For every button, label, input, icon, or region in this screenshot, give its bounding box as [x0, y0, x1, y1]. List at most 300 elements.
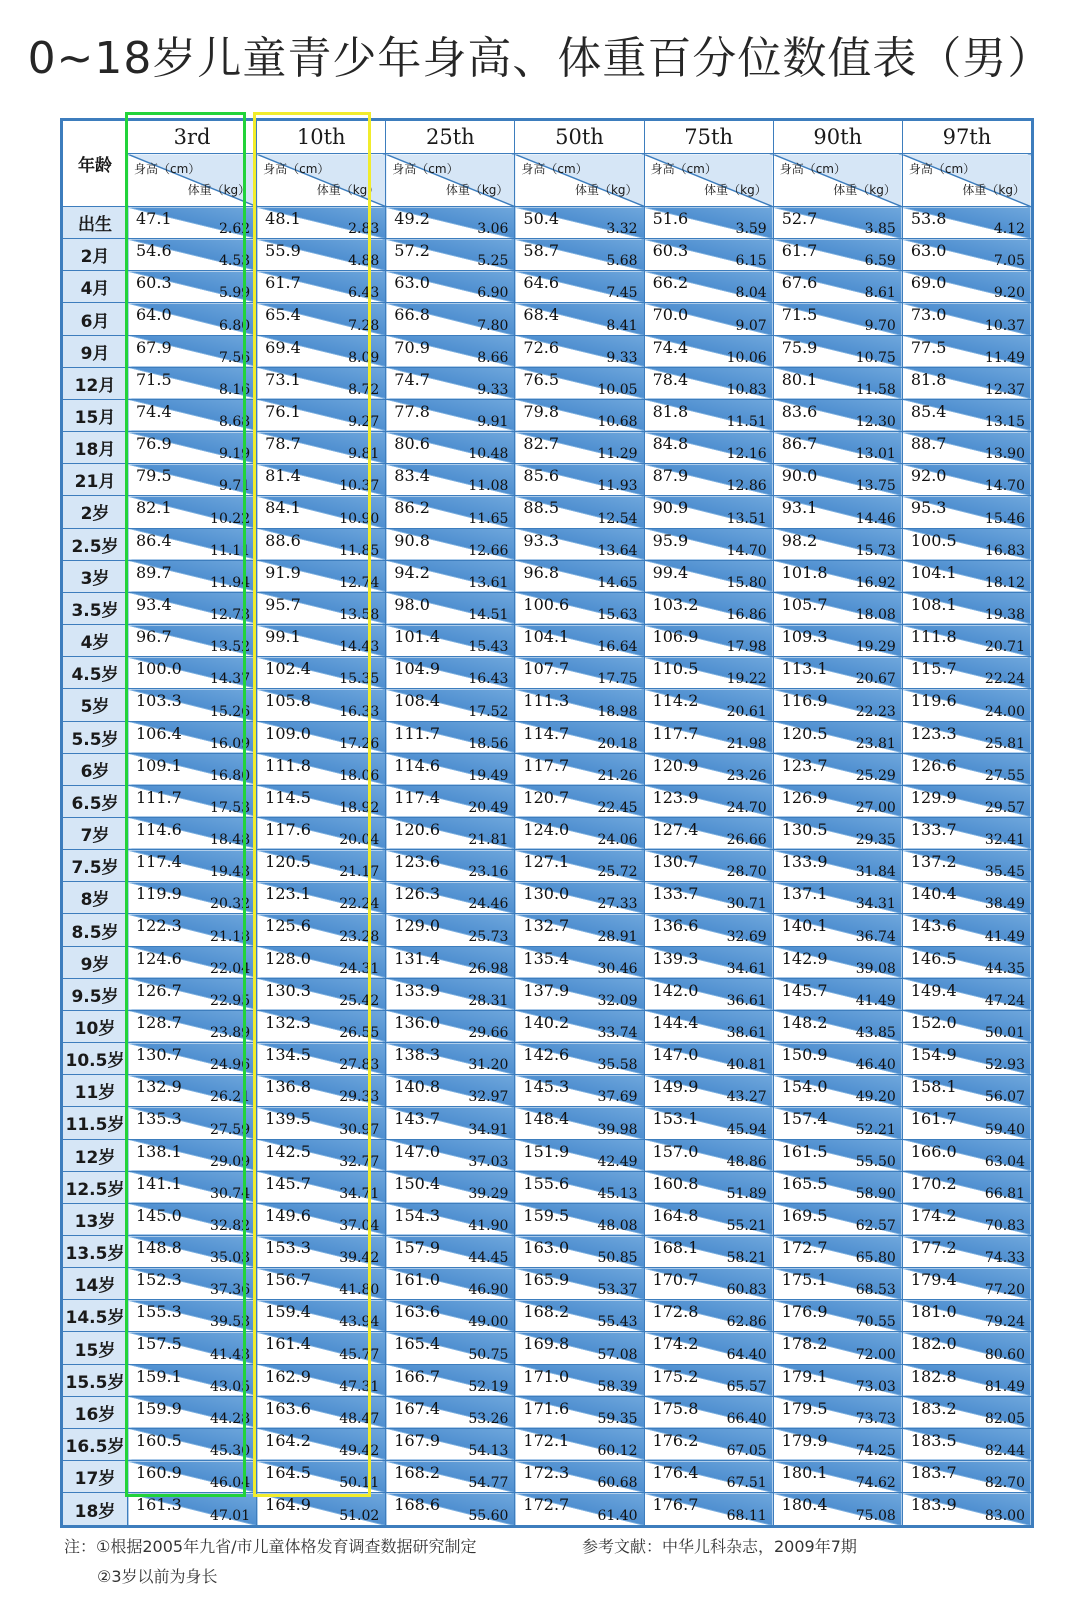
- value-cell: [773, 560, 902, 592]
- height-value: 92.0: [910, 466, 947, 486]
- weight-value: 17.53: [210, 799, 251, 816]
- weight-value: 49.20: [855, 1089, 896, 1106]
- weight-value: 50.75: [468, 1346, 509, 1363]
- value-cell: [386, 1428, 515, 1460]
- weight-value: 50.85: [597, 1250, 638, 1267]
- weight-value: 59.40: [984, 1121, 1025, 1138]
- weight-value: 8.61: [864, 285, 896, 302]
- weight-value: 35.45: [984, 864, 1025, 881]
- weight-value: 41.80: [339, 1282, 380, 1299]
- weight-value: 41.49: [855, 992, 896, 1009]
- height-value: 67.6: [781, 273, 818, 293]
- weight-value: 29.09: [210, 1153, 251, 1170]
- height-value: 169.8: [523, 1334, 570, 1354]
- weight-value: 27.59: [210, 1121, 251, 1138]
- weight-value: 21.17: [339, 864, 380, 881]
- height-value: 51.6: [652, 209, 689, 228]
- height-value: 178.2: [781, 1334, 828, 1354]
- value-cell: [644, 432, 773, 464]
- value-cell: [386, 657, 515, 689]
- height-value: 103.3: [136, 691, 182, 711]
- value-cell: [128, 528, 257, 560]
- weight-value: 74.62: [855, 1475, 896, 1492]
- height-value: 181.0: [910, 1302, 957, 1322]
- value-cell: [902, 1428, 1031, 1460]
- height-value: 144.4: [652, 1012, 699, 1032]
- height-value: 63.0: [910, 241, 947, 261]
- weight-value: 53.26: [468, 1410, 509, 1427]
- height-value: 104.1: [910, 562, 957, 582]
- value-cell: [644, 914, 773, 946]
- value-cell: [515, 432, 644, 464]
- value-cell: [128, 335, 257, 367]
- age-cell: 4岁: [63, 625, 128, 657]
- weight-value: 39.42: [339, 1250, 380, 1267]
- value-cell: [386, 625, 515, 657]
- value-cell: [386, 1236, 515, 1268]
- height-value: 170.2: [910, 1173, 957, 1193]
- height-value: 67.9: [136, 337, 172, 357]
- value-cell: [644, 978, 773, 1010]
- value-cell: [128, 882, 257, 914]
- height-value: 55.9: [265, 241, 301, 261]
- table-row: [63, 657, 1032, 689]
- value-cell: [128, 432, 257, 464]
- weight-value: 11.49: [984, 349, 1025, 366]
- table-row: [63, 914, 1032, 946]
- weight-value: 25.29: [855, 767, 896, 784]
- value-cell: [515, 1043, 644, 1075]
- note-1: 注：①根据2005年九省/市儿童体格发育调查数据研究制定: [64, 1537, 477, 1556]
- value-cell: [902, 850, 1031, 882]
- value-cell: [515, 560, 644, 592]
- value-cell: [902, 785, 1031, 817]
- value-cell: [257, 1171, 386, 1203]
- value-cell: [644, 1428, 773, 1460]
- height-value: 100.6: [523, 594, 570, 614]
- weight-value: 7.80: [477, 317, 509, 334]
- height-value: 133.7: [652, 884, 699, 904]
- height-value: 145.7: [265, 1173, 311, 1193]
- weight-value: 65.80: [855, 1250, 896, 1267]
- weight-value: 21.81: [468, 832, 509, 849]
- value-cell: [257, 785, 386, 817]
- value-cell: [386, 785, 515, 817]
- value-cell: [902, 528, 1031, 560]
- weight-value: 5.99: [218, 285, 251, 302]
- height-value: 96.8: [523, 562, 560, 582]
- height-value: 130.5: [781, 819, 828, 839]
- value-cell: [128, 817, 257, 849]
- value-cell: [902, 367, 1031, 399]
- value-cell: [902, 1268, 1031, 1300]
- height-value: 143.7: [394, 1109, 441, 1129]
- value-cell: [515, 1428, 644, 1460]
- height-value: 87.9: [652, 466, 689, 486]
- value-cell: [644, 753, 773, 785]
- weight-value: 38.61: [726, 1025, 767, 1042]
- value-cell: [902, 721, 1031, 753]
- weight-unit-label: 体重（kg）: [704, 183, 767, 197]
- height-value: 147.0: [394, 1141, 441, 1161]
- weight-value: 16.64: [597, 639, 638, 656]
- weight-value: 46.40: [855, 1057, 896, 1074]
- weight-value: 28.70: [726, 864, 767, 881]
- weight-value: 6.80: [218, 317, 251, 334]
- height-value: 130.7: [652, 852, 699, 872]
- value-cell: [773, 1461, 902, 1493]
- height-value: 90.0: [781, 466, 818, 486]
- value-cell: [128, 689, 257, 721]
- weight-value: 16.09: [210, 735, 251, 752]
- weight-value: 13.90: [984, 446, 1025, 463]
- height-value: 132.9: [136, 1077, 182, 1097]
- value-cell: [386, 753, 515, 785]
- weight-value: 68.53: [855, 1282, 896, 1299]
- weight-value: 23.16: [468, 864, 509, 881]
- height-value: 117.6: [265, 819, 311, 839]
- weight-value: 9.19: [218, 446, 251, 463]
- height-value: 101.8: [781, 562, 828, 582]
- value-cell: [773, 1107, 902, 1139]
- height-value: 138.1: [136, 1141, 182, 1161]
- unit-header-cell: [773, 154, 902, 207]
- weight-value: 5.25: [477, 253, 509, 270]
- weight-value: 32.09: [597, 992, 638, 1009]
- percentile-header-row: [63, 121, 1032, 154]
- value-cell: [515, 1010, 644, 1042]
- weight-value: 47.31: [339, 1378, 380, 1395]
- value-cell: [902, 1171, 1031, 1203]
- weight-unit-label: 体重（kg）: [187, 183, 251, 197]
- height-value: 147.0: [652, 1045, 699, 1065]
- value-cell: [773, 1268, 902, 1300]
- height-value: 131.4: [394, 948, 441, 968]
- weight-value: 18.56: [468, 735, 509, 752]
- height-value: 167.4: [394, 1398, 441, 1418]
- height-value: 85.6: [523, 466, 560, 486]
- height-value: 108.1: [910, 594, 957, 614]
- value-cell: [386, 432, 515, 464]
- height-value: 115.7: [910, 659, 957, 679]
- height-value: 149.9: [652, 1077, 699, 1097]
- weight-value: 58.90: [855, 1185, 896, 1202]
- weight-value: 55.43: [597, 1314, 638, 1331]
- weight-value: 11.58: [855, 381, 896, 398]
- table-row: [63, 721, 1032, 753]
- value-cell: [773, 850, 902, 882]
- value-cell: [257, 689, 386, 721]
- weight-value: 3.06: [477, 221, 509, 238]
- value-cell: [773, 1171, 902, 1203]
- weight-value: 17.26: [339, 735, 380, 752]
- weight-value: 66.81: [984, 1185, 1025, 1202]
- height-value: 179.1: [781, 1366, 828, 1386]
- height-value: 90.8: [394, 530, 430, 550]
- value-cell: [515, 1268, 644, 1300]
- weight-value: 13.61: [468, 574, 509, 591]
- height-value: 105.8: [265, 691, 311, 711]
- weight-value: 10.68: [597, 414, 638, 431]
- weight-value: 4.53: [218, 253, 251, 270]
- weight-value: 7.45: [606, 285, 638, 302]
- unit-header-cell: [386, 154, 515, 207]
- percentile-header-50th: 50th: [515, 121, 644, 154]
- unit-header-cell: [902, 154, 1031, 207]
- height-value: 174.2: [652, 1334, 699, 1354]
- height-value: 155.3: [136, 1302, 182, 1322]
- height-value: 68.4: [523, 305, 560, 325]
- value-cell: [773, 817, 902, 849]
- value-cell: [515, 207, 644, 239]
- weight-value: 10.83: [726, 381, 767, 398]
- height-value: 132.7: [523, 916, 570, 936]
- height-value: 123.3: [910, 723, 957, 743]
- value-cell: [902, 625, 1031, 657]
- table-row: [63, 785, 1032, 817]
- table-row: [63, 1396, 1032, 1428]
- height-value: 127.4: [652, 819, 699, 839]
- weight-value: 50.01: [984, 1025, 1025, 1042]
- value-cell: [128, 1332, 257, 1364]
- value-cell: [515, 303, 644, 335]
- height-value: 148.2: [781, 1012, 828, 1032]
- height-value: 140.4: [910, 884, 957, 904]
- weight-value: 45.77: [339, 1346, 380, 1363]
- weight-value: 67.05: [726, 1443, 767, 1460]
- value-cell: [257, 528, 386, 560]
- value-cell: [128, 1139, 257, 1171]
- height-value: 158.1: [910, 1077, 957, 1097]
- height-value: 175.8: [652, 1398, 699, 1418]
- weight-value: 10.37: [984, 317, 1025, 334]
- weight-value: 80.60: [984, 1346, 1025, 1363]
- height-value: 146.5: [910, 948, 957, 968]
- height-value: 172.3: [523, 1463, 570, 1483]
- value-cell: [257, 657, 386, 689]
- weight-value: 10.75: [855, 349, 896, 366]
- value-cell: [644, 1332, 773, 1364]
- weight-unit-label: 体重（kg）: [962, 183, 1025, 197]
- weight-value: 14.51: [468, 607, 509, 624]
- height-value: 93.1: [781, 498, 818, 518]
- value-cell: [386, 464, 515, 496]
- weight-value: 17.52: [468, 703, 509, 720]
- value-cell: [773, 528, 902, 560]
- value-cell: [515, 625, 644, 657]
- value-cell: [644, 785, 773, 817]
- value-cell: [386, 1461, 515, 1493]
- height-value: 133.9: [394, 980, 441, 1000]
- value-cell: [257, 721, 386, 753]
- weight-value: 26.55: [339, 1025, 380, 1042]
- value-cell: [386, 1493, 515, 1526]
- weight-value: 6.90: [477, 285, 509, 302]
- table-row: [63, 1428, 1032, 1460]
- value-cell: [515, 721, 644, 753]
- table-row: [63, 592, 1032, 624]
- weight-value: 16.83: [984, 542, 1025, 559]
- weight-value: 47.24: [984, 992, 1025, 1009]
- height-value: 74.4: [136, 401, 172, 421]
- value-cell: [644, 721, 773, 753]
- age-cell: 14岁: [63, 1268, 128, 1300]
- height-value: 149.4: [910, 980, 957, 1000]
- height-value: 134.5: [265, 1045, 311, 1065]
- height-value: 152.0: [910, 1012, 957, 1032]
- table-row: [63, 753, 1032, 785]
- weight-value: 73.03: [855, 1378, 896, 1395]
- value-cell: [902, 1493, 1031, 1526]
- weight-unit-label: 体重（kg）: [833, 183, 896, 197]
- age-cell: 13.5岁: [63, 1236, 128, 1268]
- value-cell: [773, 1332, 902, 1364]
- weight-value: 58.21: [726, 1250, 767, 1267]
- weight-value: 20.18: [597, 735, 638, 752]
- weight-value: 19.22: [726, 671, 767, 688]
- height-value: 160.9: [136, 1463, 182, 1483]
- weight-value: 40.81: [726, 1057, 767, 1074]
- height-value: 71.5: [136, 369, 172, 389]
- percentile-header-10th: 10th: [257, 121, 386, 154]
- value-cell: [773, 1364, 902, 1396]
- value-cell: [644, 1139, 773, 1171]
- value-cell: [773, 946, 902, 978]
- value-cell: [773, 882, 902, 914]
- weight-value: 10.90: [339, 510, 380, 527]
- height-value: 164.5: [265, 1463, 311, 1483]
- height-value: 163.0: [523, 1238, 570, 1257]
- weight-value: 11.29: [597, 446, 638, 463]
- weight-value: 15.73: [855, 542, 896, 559]
- weight-value: 14.46: [855, 510, 896, 527]
- height-value: 120.9: [652, 755, 699, 775]
- height-value: 137.1: [781, 884, 828, 904]
- weight-value: 22.95: [210, 992, 251, 1009]
- weight-value: 77.20: [984, 1282, 1025, 1299]
- height-value: 136.6: [652, 916, 699, 936]
- height-value: 81.8: [652, 401, 689, 421]
- weight-value: 24.96: [210, 1057, 251, 1074]
- weight-value: 34.61: [726, 960, 767, 977]
- height-value: 94.2: [394, 562, 430, 582]
- value-cell: [644, 1364, 773, 1396]
- value-cell: [902, 882, 1031, 914]
- value-cell: [386, 1043, 515, 1075]
- value-cell: [257, 753, 386, 785]
- value-cell: [128, 1364, 257, 1396]
- value-cell: [515, 367, 644, 399]
- value-cell: [257, 335, 386, 367]
- weight-value: 39.29: [468, 1185, 509, 1202]
- weight-value: 41.43: [210, 1346, 251, 1363]
- weight-value: 9.07: [735, 317, 767, 334]
- height-value: 120.5: [781, 723, 828, 743]
- height-value: 153.3: [265, 1238, 311, 1257]
- height-value: 75.9: [781, 337, 818, 357]
- height-value: 130.7: [136, 1045, 182, 1065]
- value-cell: [257, 399, 386, 431]
- weight-value: 29.33: [339, 1089, 380, 1106]
- height-value: 159.9: [136, 1398, 182, 1418]
- value-cell: [902, 1461, 1031, 1493]
- age-cell: 12.5岁: [63, 1171, 128, 1203]
- value-cell: [128, 1268, 257, 1300]
- height-value: 91.9: [265, 562, 301, 582]
- height-value: 99.1: [265, 627, 301, 647]
- weight-value: 12.86: [726, 478, 767, 495]
- weight-value: 25.81: [984, 735, 1025, 752]
- height-value: 64.0: [136, 305, 172, 325]
- value-cell: [902, 1043, 1031, 1075]
- value-cell: [128, 239, 257, 271]
- value-cell: [386, 592, 515, 624]
- weight-value: 3.59: [735, 221, 767, 238]
- weight-value: 9.70: [864, 317, 896, 334]
- height-value: 136.0: [394, 1012, 441, 1032]
- value-cell: [128, 399, 257, 431]
- value-cell: [515, 1396, 644, 1428]
- value-cell: [257, 496, 386, 528]
- age-cell: 2.5岁: [63, 528, 128, 560]
- weight-value: 15.63: [597, 607, 638, 624]
- value-cell: [902, 1236, 1031, 1268]
- value-cell: [773, 207, 902, 239]
- value-cell: [515, 1364, 644, 1396]
- height-value: 180.1: [781, 1463, 828, 1483]
- value-cell: [773, 592, 902, 624]
- weight-value: 50.11: [339, 1475, 380, 1492]
- height-value: 182.0: [910, 1334, 957, 1354]
- value-cell: [644, 560, 773, 592]
- height-value: 142.9: [781, 948, 828, 968]
- value-cell: [644, 335, 773, 367]
- weight-value: 61.40: [597, 1508, 638, 1524]
- height-value: 96.7: [136, 627, 172, 647]
- weight-value: 19.49: [468, 767, 509, 784]
- weight-value: 35.58: [597, 1057, 638, 1074]
- height-value: 133.9: [781, 852, 828, 872]
- value-cell: [902, 1010, 1031, 1042]
- weight-value: 23.81: [855, 735, 896, 752]
- value-cell: [386, 1075, 515, 1107]
- table-row: [63, 882, 1032, 914]
- height-value: 76.1: [265, 401, 301, 421]
- value-cell: [128, 657, 257, 689]
- value-cell: [902, 1364, 1031, 1396]
- height-value: 160.5: [136, 1430, 182, 1450]
- value-cell: [257, 432, 386, 464]
- height-value: 81.8: [910, 369, 947, 389]
- weight-value: 43.05: [210, 1378, 251, 1395]
- table-row: [63, 1300, 1032, 1332]
- value-cell: [128, 1171, 257, 1203]
- weight-value: 26.21: [210, 1089, 251, 1106]
- height-value: 150.4: [394, 1173, 441, 1193]
- weight-value: 38.49: [984, 896, 1025, 913]
- value-cell: [257, 1364, 386, 1396]
- weight-value: 34.91: [468, 1121, 509, 1138]
- table-row: [63, 335, 1032, 367]
- weight-value: 30.97: [339, 1121, 380, 1138]
- value-cell: [257, 303, 386, 335]
- weight-value: 6.59: [864, 253, 896, 270]
- weight-value: 62.57: [855, 1218, 896, 1234]
- weight-value: 66.40: [726, 1410, 767, 1427]
- height-value: 137.2: [910, 852, 957, 872]
- value-cell: [773, 625, 902, 657]
- value-cell: [773, 1075, 902, 1107]
